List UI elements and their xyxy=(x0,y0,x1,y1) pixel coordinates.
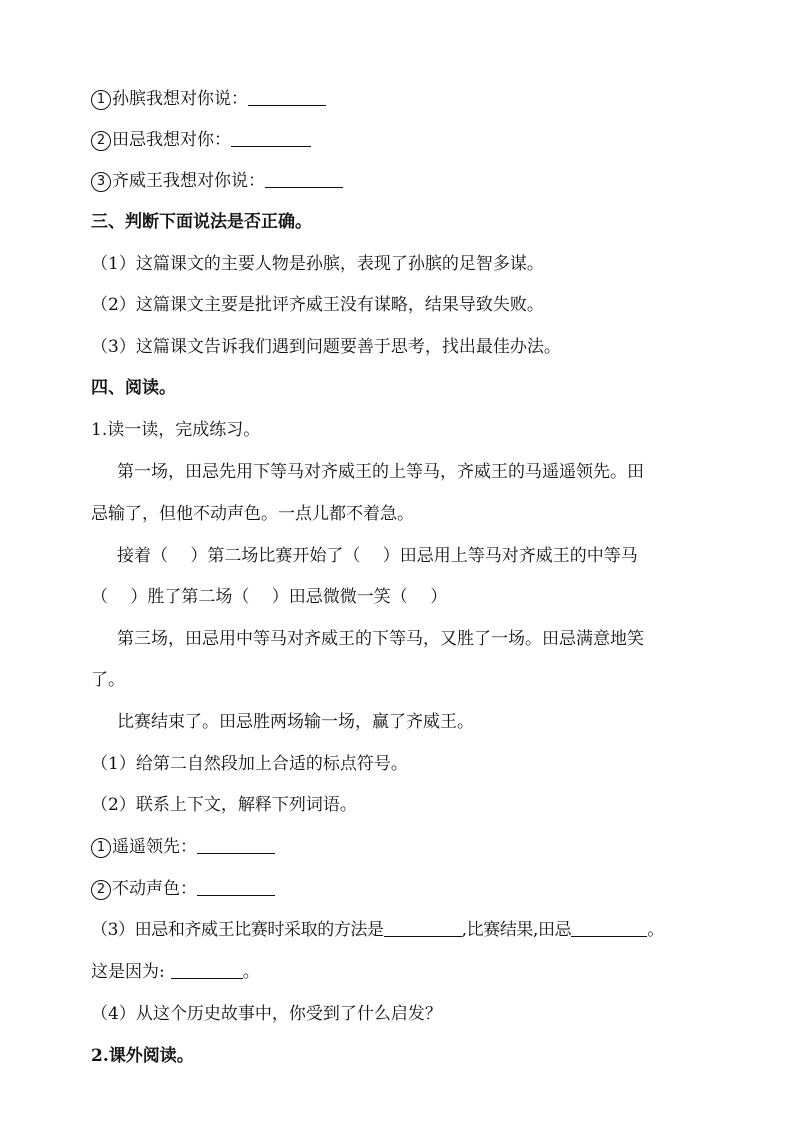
judge-item-1: （1）这篇课文的主要人物是孙膑，表现了孙膑的足智多谋。 xyxy=(91,254,544,274)
question-text: ,比赛结果,田忌 xyxy=(461,920,572,940)
section-3-title: 三、判断下面说法是否正确。 xyxy=(91,212,312,232)
word-text: 不动声色： xyxy=(112,879,197,899)
circled-number: 2 xyxy=(91,131,111,151)
passage-p2-line2: （ ）胜了第二场（ ）田忌微微一笑（ ） xyxy=(91,587,448,607)
reading-subtitle-2: 2.课外阅读。 xyxy=(91,1046,194,1066)
opinion-question-3 xyxy=(91,169,343,193)
opinion-question-1 xyxy=(91,87,326,111)
opinion-question-2 xyxy=(91,128,311,152)
answer-blank[interactable] xyxy=(265,171,343,188)
passage-p1-line2: 忌输了，但他不动声色。一点儿都不着急。 xyxy=(91,504,414,524)
answer-blank[interactable] xyxy=(197,837,275,854)
question-text: 。 xyxy=(242,962,260,982)
circled-number: 1 xyxy=(91,90,111,110)
question-text: 。 xyxy=(647,920,664,940)
reading-question-3-reason xyxy=(91,960,260,984)
word-explain-1 xyxy=(91,835,275,859)
passage-p1-line1: 第一场，田忌先用下等马对齐威王的上等马，齐威王的马遥遥领先。田 xyxy=(117,462,644,482)
passage-p3-line1: 第三场，田忌用中等马对齐威王的下等马，又胜了一场。田忌满意地笑 xyxy=(117,629,644,649)
circled-number: 1 xyxy=(91,838,111,858)
reading-question-4: （4）从这个历史故事中，你受到了什么启发？ xyxy=(91,1004,442,1024)
reading-question-2: （2）联系上下文，解释下列词语。 xyxy=(91,795,357,815)
answer-blank[interactable] xyxy=(231,130,311,147)
word-text: 遥遥领先： xyxy=(112,837,197,857)
reading-question-1: （1）给第二自然段加上合适的标点符号。 xyxy=(91,754,408,774)
question-text: 这是因为: xyxy=(91,962,165,982)
passage-p2-line1: 接着（ ）第二场比赛开始了（ ）田忌用上等马对齐威王的中等马 xyxy=(117,546,638,566)
question-text: 孙膑我想对你说： xyxy=(112,89,248,109)
word-explain-2 xyxy=(91,877,275,901)
answer-blank-reason[interactable] xyxy=(171,962,243,979)
section-4-title: 四、阅读。 xyxy=(91,378,176,398)
judge-item-2: （2）这篇课文主要是批评齐威王没有谋略，结果导致失败。 xyxy=(91,295,544,315)
judge-item-3: （3）这篇课文告诉我们遇到问题要善于思考，找出最佳办法。 xyxy=(91,337,561,357)
passage-p3-line2: 了。 xyxy=(91,670,125,690)
answer-blank[interactable] xyxy=(197,879,275,896)
question-text: 齐威王我想对你说： xyxy=(112,171,265,191)
circled-number: 3 xyxy=(91,172,111,192)
passage-p4: 比赛结束了。田忌胜两场输一场，赢了齐威王。 xyxy=(117,712,474,732)
answer-blank-method[interactable] xyxy=(384,920,462,937)
reading-question-3 xyxy=(91,918,664,942)
circled-number: 2 xyxy=(91,880,111,900)
reading-subtitle-1: 1.读一读，完成练习。 xyxy=(91,420,261,440)
answer-blank[interactable] xyxy=(248,89,326,106)
question-text: （3）田忌和齐威王比赛时采取的方法是 xyxy=(91,920,384,940)
answer-blank-result[interactable] xyxy=(571,920,647,937)
question-text: 田忌我想对你： xyxy=(112,130,231,150)
